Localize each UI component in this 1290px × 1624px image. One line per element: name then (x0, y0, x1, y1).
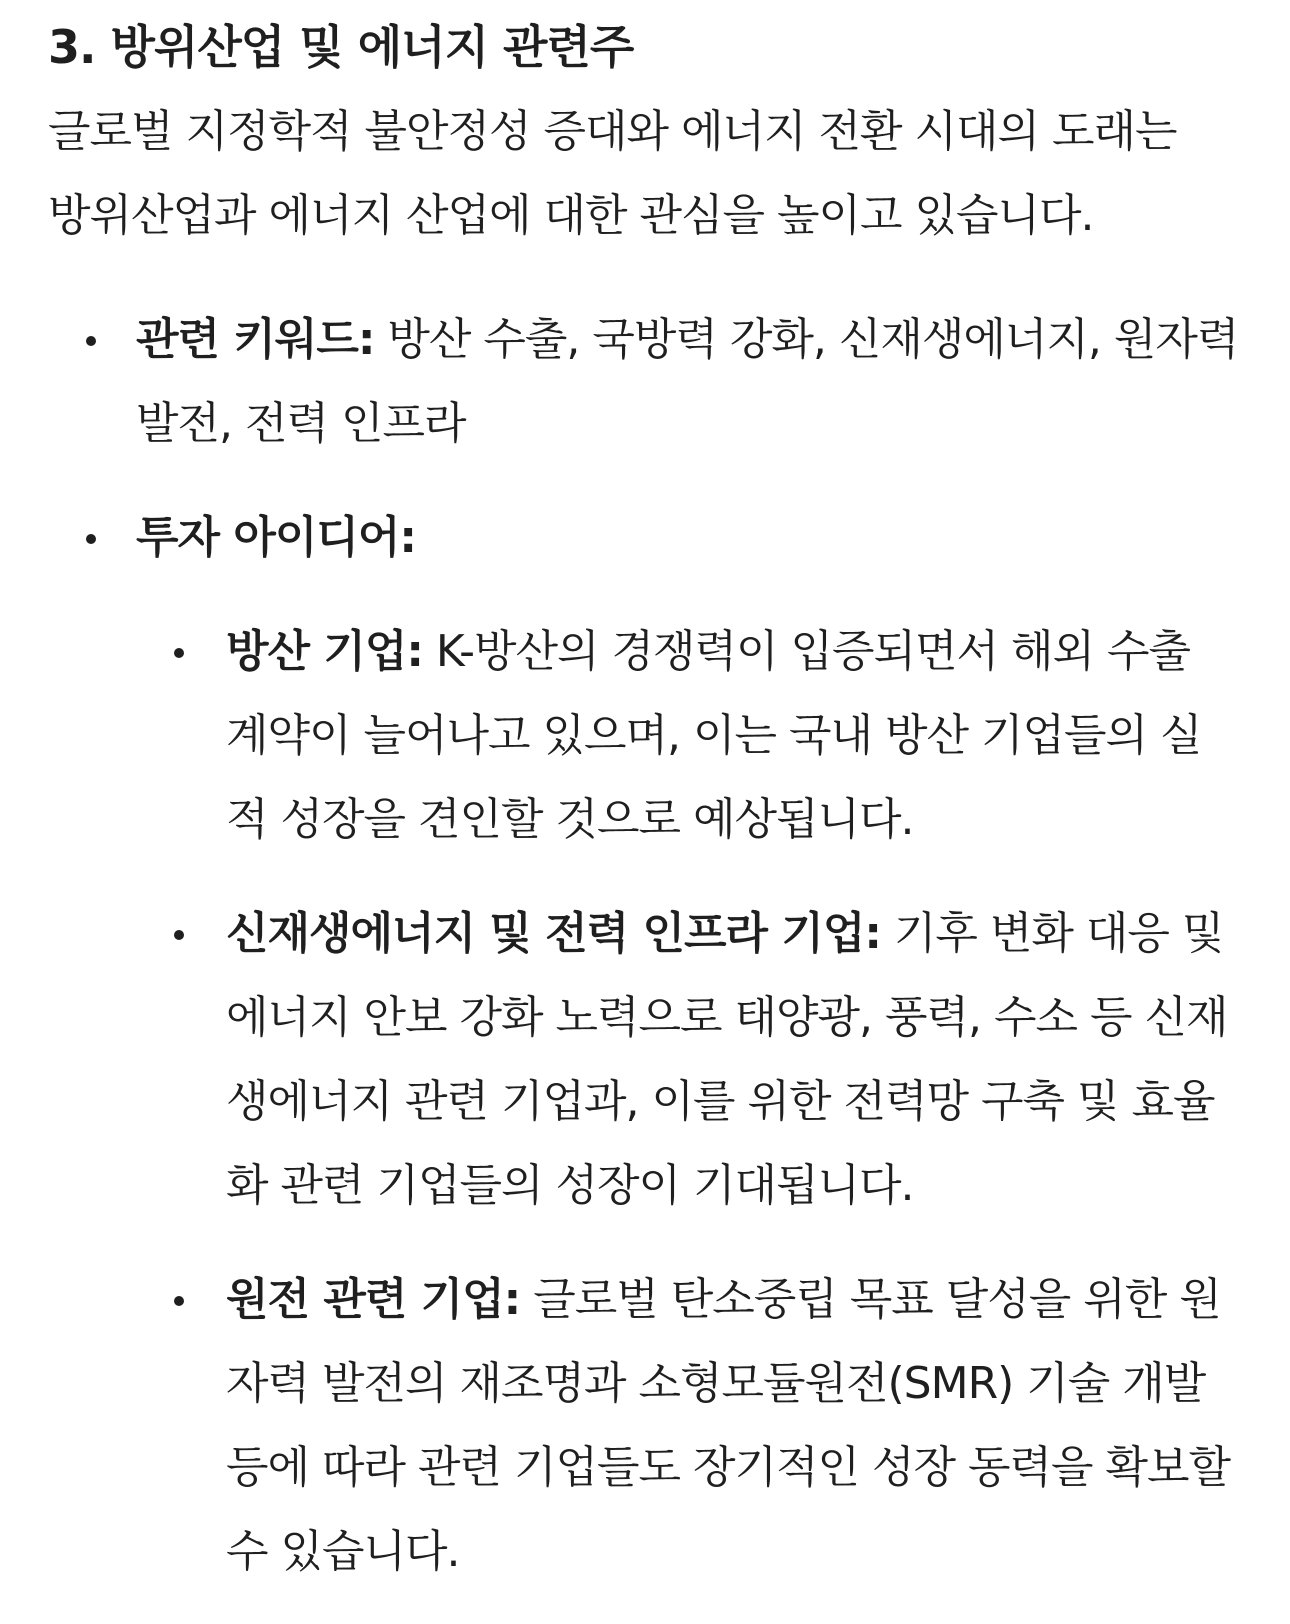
idea-item-renewable (136, 892, 1236, 1228)
idea-text: K-방산의 경쟁력이 입증되면서 해외 수출 계약이 늘어나고 있으며, 이는 국내 방산 기업들의 실적 성장을 견인할 것으로 예상됩니다. (226, 626, 1202, 845)
bullet-keywords (48, 298, 1248, 466)
ideas-sub-list (136, 610, 1248, 1594)
idea-text: 글로벌 탄소중립 목표 달성을 위한 원자력 발전의 재조명과 소형모듈원전(SMR) 기술 개발 등에 따라 관련 기업들도 장기적인 성장 동력을 확보할 수 있습니다. (226, 1274, 1230, 1577)
section-title: 3. 방위산업 및 에너지 관련주 (48, 20, 634, 74)
idea-label: 방산 기업: (226, 626, 423, 677)
idea-text: 기후 변화 대응 및 에너지 안보 강화 노력으로 태양광, 풍력, 수소 등 신재생에너지 관련 기업과, 이를 위한 전력망 구축 및 효율화 관련 기업들의 성장이 기대됩니다. (226, 908, 1228, 1211)
section-intro: 글로벌 지정학적 불안정성 증대와 에너지 전환 시대의 도래는 방위산업과 에너지 산업에 대한 관심을 높이고 있습니다. (48, 106, 1177, 241)
idea-label: 신재생에너지 및 전력 인프라 기업: (226, 908, 881, 959)
keywords-label: 관련 키워드: (136, 314, 375, 365)
bullet-investment-ideas (48, 496, 1248, 1594)
idea-item-defense (136, 610, 1236, 862)
article-section (48, 12, 1248, 1624)
idea-item-nuclear (136, 1258, 1236, 1594)
ideas-label: 투자 아이디어: (136, 512, 416, 563)
keywords-text: 방산 수출, 국방력 강화, 신재생에너지, 원자력 발전, 전력 인프라 (136, 314, 1239, 449)
idea-label: 원전 관련 기업: (226, 1274, 521, 1325)
bullet-list (48, 298, 1248, 1594)
